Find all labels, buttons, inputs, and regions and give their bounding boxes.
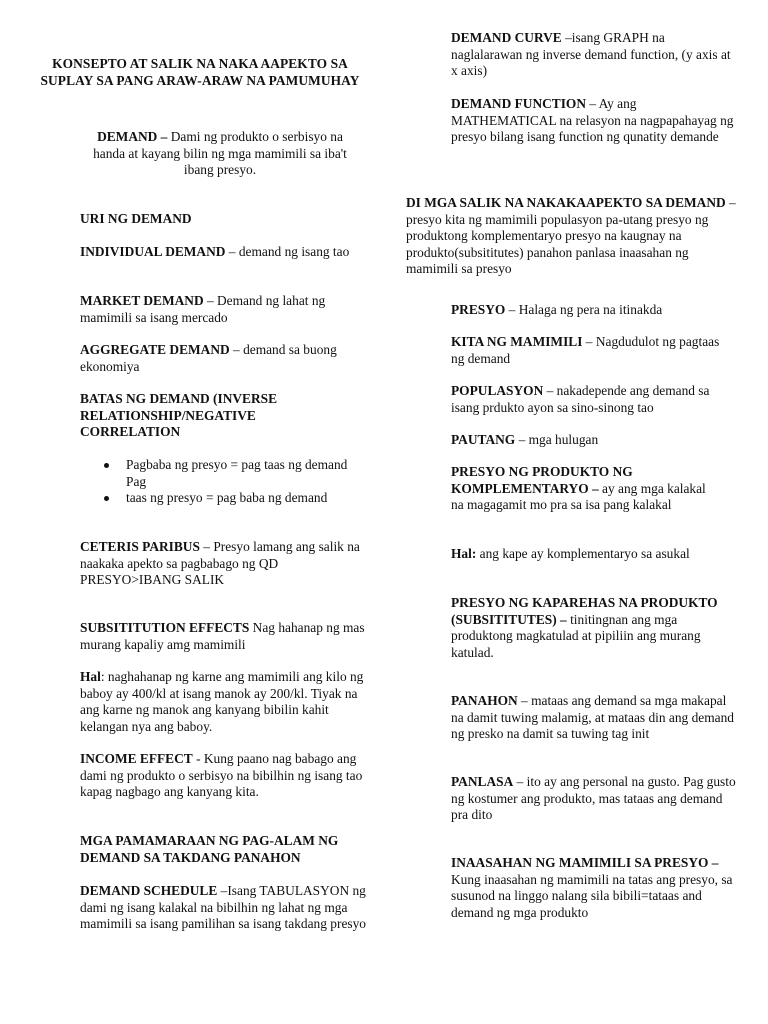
substitution-effects <box>80 620 370 653</box>
income-text: - Kung paano nag babago ang dami ng produkto o serbisyo na bibilhin ng isang tao kapag nagbago ang kanyang kita. <box>80 751 363 799</box>
bullet-text: taas ng presyo = pag baba ng demand <box>126 490 328 505</box>
komplementaryo-example <box>451 546 751 563</box>
panahon-text: – mataas ang demand sa mga makapal na damit tuwing malamig, at mataas din ang demand ng presko na damit sa tuwing tag init <box>451 693 734 741</box>
panahon-term: PANAHON <box>451 693 518 708</box>
batas-heading-text: BATAS NG DEMAND (INVERSE RELATIONSHIP/NEGATIVE CORRELATION <box>80 391 278 439</box>
pautang-text: – mga hulugan <box>515 432 599 447</box>
ceteris-term: CETERIS PARIBUS <box>80 539 200 554</box>
aggregate-demand <box>80 342 370 375</box>
factor-panahon <box>451 693 736 743</box>
inaasahan-term: INAASAHAN NG MAMIMILI SA PRESYO – <box>451 855 719 870</box>
curve-term: DEMAND CURVE <box>451 30 562 45</box>
demand-function <box>451 96 741 146</box>
di-salik <box>406 195 736 278</box>
kaparehas-term: PRESYO NG KAPAREHAS NA PRODUKTO (SUBSITITUTES) – <box>451 595 718 627</box>
bullet-text: Pagbaba ng presyo = pag taas ng demand Pag <box>126 457 348 489</box>
curve-text: –isang GRAPH na naglalarawan ng inverse demand function, (y axis at x axis) <box>451 30 731 78</box>
individual-term: INDIVIDUAL DEMAND <box>80 244 226 259</box>
schedule-text: –Isang TABULASYON ng dami ng isang kalakal na bibilhin ng lahat ng mga mamimili sa isang pamilihan sa isang takdang presyo <box>80 883 366 931</box>
panlasa-text: – ito ay ang personal na gusto. Pag gusto ng kostumer ang produkto, mas tataas ang demand pra dito <box>451 774 736 822</box>
presyo-term: PRESYO <box>451 302 506 317</box>
factor-panlasa <box>451 774 736 824</box>
page-title: KONSEPTO AT SALIK NA NAKA AAPEKTO SA SUPLAY SA PANG ARAW-ARAW NA PAMUMUHAY <box>40 56 360 88</box>
kita-text: – Nagdudulot ng pagtaas ng demand <box>451 334 720 366</box>
demand-text: Dami ng produkto o serbisyo na handa at kayang bilin ng mga mamimili sa iba't ibang presyo. <box>93 129 347 177</box>
populasyon-text: – nakadepende ang demand sa isang prdukto ayon sa sino-sinong tao <box>451 383 710 415</box>
individual-demand <box>80 244 370 261</box>
function-text: – Ay ang MATHEMATICAL na relasyon na nagpapahayag ng presyo bilang isang function ng qunatity demande <box>451 96 734 144</box>
di-salik-text: – presyo kita ng mamimili populasyon pa-utang presyo ng produktong komplementaryo presyo na kaugnay na produkto(subsititutes) panahon panlasa inaasahan ng mamimili sa presyo <box>406 195 736 276</box>
substitution-example <box>80 669 372 735</box>
substitution-term: SUBSITITUTION EFFECTS <box>80 620 250 635</box>
hal-term: Hal <box>80 669 101 684</box>
hal2-text: ang kape ay komplementaryo sa asukal <box>476 546 690 561</box>
market-text: – Demand ng lahat ng mamimili sa isang mercado <box>80 293 326 325</box>
pamamaraan-heading-text: MGA PAMAMARAAN NG PAG-ALAM NG DEMAND SA TAKDANG PANAHON <box>80 833 339 865</box>
list-item <box>104 490 360 507</box>
hal2-term: Hal: <box>451 546 477 561</box>
demand-curve <box>451 30 736 80</box>
populasyon-term: POPULASYON <box>451 383 544 398</box>
pamamaraan-heading <box>80 833 370 866</box>
bullet-icon <box>104 463 109 468</box>
komplementaryo-text: ay ang mga kalakal na magagamit mo pra sa isa pang kalakal <box>451 480 706 512</box>
panlasa-term: PANLASA <box>451 774 514 789</box>
income-effect <box>80 751 370 801</box>
aggregate-text: – demand sa buong ekonomiya <box>80 342 337 374</box>
batas-heading <box>80 391 320 441</box>
factor-inaasahan <box>451 855 736 921</box>
kita-term: KITA NG MAMIMILI <box>451 334 583 349</box>
presyo-text: – Halaga ng pera na itinakda <box>505 302 663 317</box>
list-item <box>104 457 360 490</box>
factor-pautang <box>451 432 736 449</box>
factor-kita <box>451 334 731 367</box>
pautang-term: PAUTANG <box>451 432 516 447</box>
inaasahan-text: Kung inaasahan ng mamimili na tatas ang presyo, sa susunod na linggo nalang sila bibili=tataas and demand ng mga produkto <box>451 871 733 920</box>
bullet-icon <box>104 496 109 501</box>
substitution-text: Nag hahanap ng mas murang kapaliy amg mamimili <box>80 620 365 652</box>
market-demand <box>80 293 370 326</box>
uri-heading-text: URI NG DEMAND <box>80 211 192 226</box>
schedule-term: DEMAND SCHEDULE <box>80 883 218 898</box>
factor-populasyon <box>451 383 736 416</box>
factor-kaparehas <box>451 595 736 661</box>
income-term: INCOME EFFECT <box>80 751 193 766</box>
demand-definition <box>80 129 360 179</box>
aggregate-term: AGGREGATE DEMAND <box>80 342 230 357</box>
kaparehas-text: tinitingnan ang mga produktong magkatulad at pipiliin ang murang katulad. <box>451 611 701 660</box>
hal-text: : naghahanap ng karne ang mamimili ang kilo ng baboy ay 400/kl at isang manok ay 200/kl. Tiyak na ang karne ng manok ang kanyang bibilin kahit kelangan nya ang baboy. <box>80 669 364 734</box>
di-salik-term: DI MGA SALIK NA NAKAKAAPEKTO SA DEMAND <box>406 195 726 210</box>
batas-bullet-list <box>104 457 360 507</box>
factor-presyo <box>451 302 741 319</box>
factor-komplementaryo <box>451 464 716 514</box>
ceteris-text: – Presyo lamang ang salik na naakaka apekto sa pagbabago ng QD PRESYO>IBANG SALIK <box>80 539 360 587</box>
ceteris-paribus <box>80 539 370 589</box>
market-term: MARKET DEMAND <box>80 293 204 308</box>
demand-term: DEMAND – <box>97 129 168 144</box>
komplementaryo-term: PRESYO NG PRODUKTO NG KOMPLEMENTARYO – <box>451 464 633 496</box>
individual-text: – demand ng isang tao <box>225 244 350 259</box>
demand-schedule <box>80 883 370 933</box>
uri-heading <box>80 211 370 228</box>
function-term: DEMAND FUNCTION <box>451 96 587 111</box>
